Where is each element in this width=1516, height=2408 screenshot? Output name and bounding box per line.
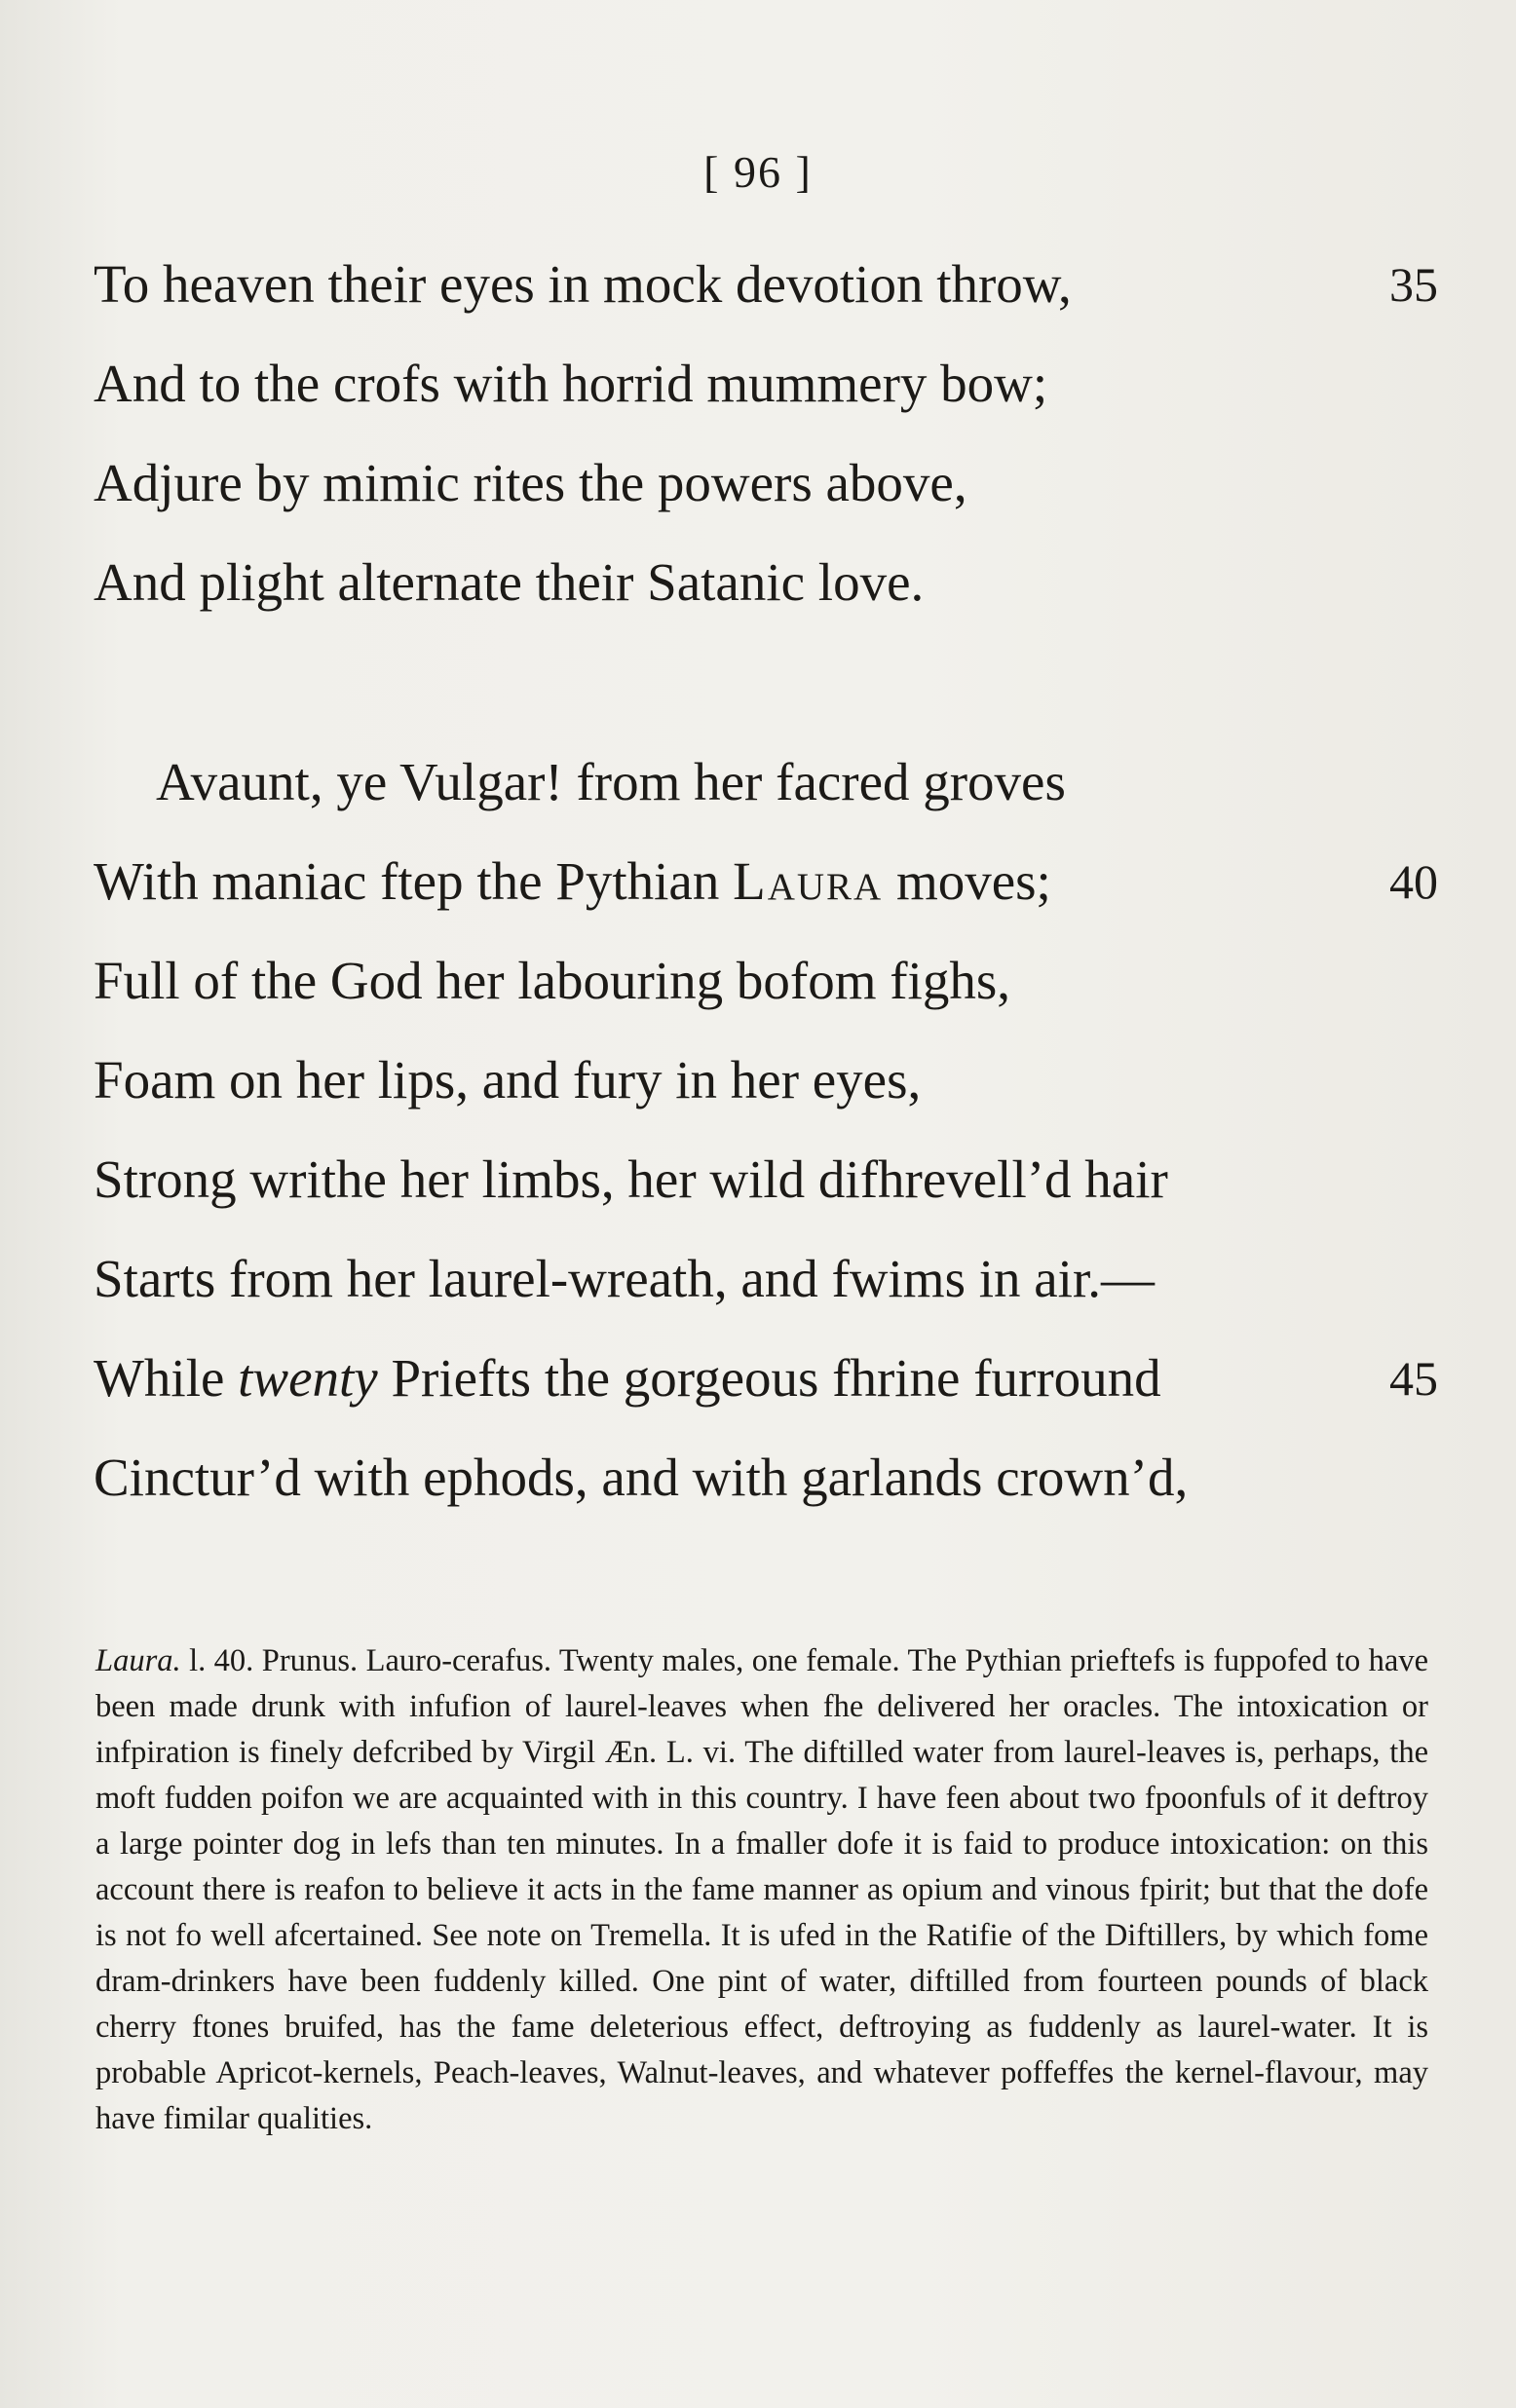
verse-text: And to the crofs with horrid mummery bow; xyxy=(94,354,1048,413)
verse-line xyxy=(94,533,1438,632)
footnote-label: Laura. xyxy=(95,1643,181,1678)
verse-text-part: While xyxy=(94,1348,239,1408)
line-number: 45 xyxy=(1389,1351,1438,1406)
verse-line xyxy=(94,832,1438,931)
verse-text: Adjure by mimic rites the powers above, xyxy=(94,453,967,512)
verse-line xyxy=(94,1130,1438,1229)
page-number-header: [ 96 ] xyxy=(703,147,813,197)
footnote-text: l. 40. Prunus. Lauro-cerafus. Twenty males, one female. The Pythian prieftefs is fuppofed to have been made drunk with infufion of laurel-leaves when fhe delivered her oracles. The intoxication or infpiration is finely defcribed by Virgil Æn. L. vi. The diftilled water from laurel-leaves is, perhaps, the moft fudden poifon we are acquainted with in this country. I have feen about two fpoonfuls of it deftroy a large pointer dog in lefs than ten minutes. In a fmaller dofe it is faid to produce intoxication: on this account there is reafon to believe it acts in the fame manner as opium and vinous fpirit; but that the dofe is not fo well afcertained. See note on Tremella. It is ufed in the Ratifie of the Diftillers, by which fome dram-drinkers have been fuddenly killed. One pint of water, diftilled from fourteen pounds of black cherry ftones bruifed, has the fame deleterious effect, deftroying as fuddenly as laurel-water. It is probable Apricot-kernels, Peach-leaves, Walnut-leaves, and whatever poffeffes the kernel-flavour, may have fimilar qualities. xyxy=(95,1643,1428,2136)
verse-text-part: Priefts the gorgeous fhrine furround xyxy=(377,1348,1161,1408)
verse-line xyxy=(94,1229,1438,1329)
verse-line xyxy=(94,1428,1438,1527)
verse-line xyxy=(94,1031,1438,1130)
verse-text: Starts from her laurel-wreath, and fwims in air.— xyxy=(94,1249,1155,1308)
verse-text: Full of the God her labouring bofom fighs, xyxy=(94,951,1010,1010)
laura-name: Laura xyxy=(733,851,884,911)
line-number: 35 xyxy=(1389,257,1438,312)
verse-text: Cinctur’d with ephods, and with garlands crown’d, xyxy=(94,1448,1189,1507)
verse-text: Strong writhe her limbs, her wild difhrevell’d hair xyxy=(94,1149,1168,1209)
verse-line xyxy=(94,433,1438,533)
verse-line xyxy=(94,931,1438,1031)
stanza-2 xyxy=(94,733,1438,1527)
verse-line xyxy=(94,733,1438,832)
verse-text: And plight alternate their Satanic love. xyxy=(94,552,925,612)
stanza-1 xyxy=(94,235,1438,632)
verse-text-part: With maniac ftep the Pythian xyxy=(94,851,734,911)
line-number: 40 xyxy=(1389,854,1438,909)
verse-text: Foam on her lips, and fury in her eyes, xyxy=(94,1050,922,1110)
verse-line xyxy=(94,1329,1438,1428)
verse-text xyxy=(94,832,1051,931)
verse-text-part: moves; xyxy=(883,851,1051,911)
verse-text xyxy=(94,1329,1161,1428)
verse-line xyxy=(94,235,1438,334)
footnote xyxy=(95,1638,1428,2142)
verse-line xyxy=(94,334,1438,433)
emphasis-twenty: twenty xyxy=(238,1348,378,1408)
verse-text: To heaven their eyes in mock devotion throw, xyxy=(94,254,1072,314)
verse-text: Avaunt, ye Vulgar! from her facred groves xyxy=(156,752,1066,811)
